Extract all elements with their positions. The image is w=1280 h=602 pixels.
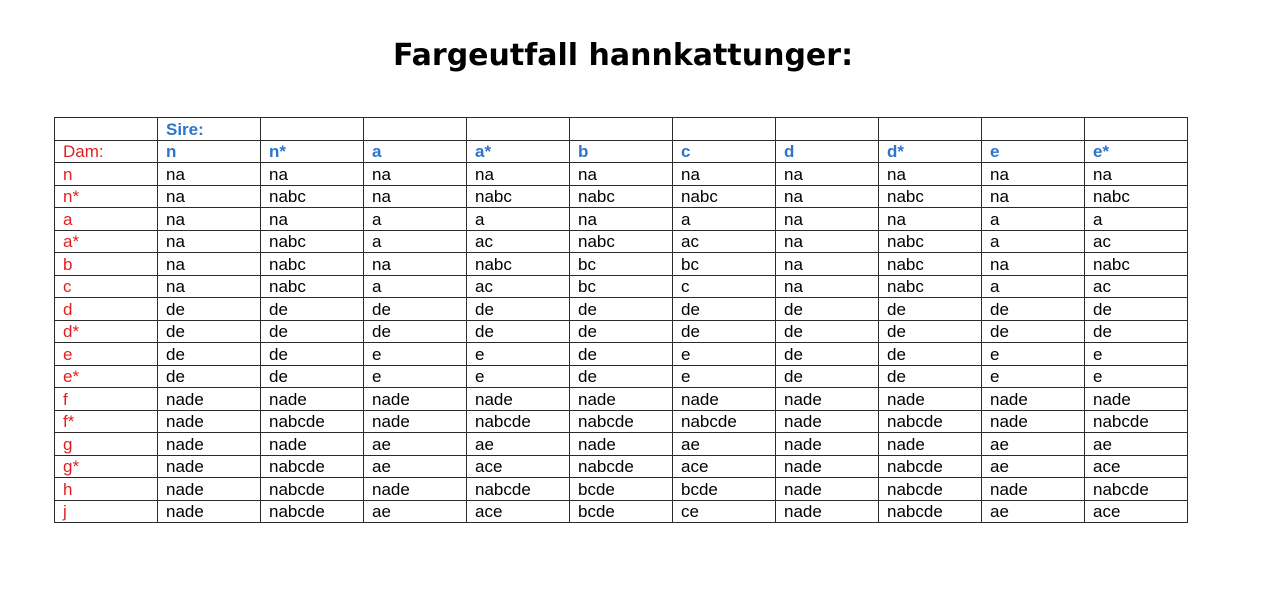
outcome-cell: nabc <box>261 185 364 208</box>
outcome-cell: ac <box>673 230 776 253</box>
outcome-cell: na <box>982 163 1085 186</box>
sire-header: b <box>570 140 673 163</box>
outcome-cell: na <box>364 163 467 186</box>
outcome-cell: a <box>982 275 1085 298</box>
outcome-cell: nabcde <box>879 478 982 501</box>
outcome-cell: nabcde <box>879 410 982 433</box>
outcome-cell: na <box>570 163 673 186</box>
table-row <box>55 253 1188 276</box>
dam-label: Dam: <box>55 140 158 163</box>
outcome-cell: nade <box>364 478 467 501</box>
outcome-cell: de <box>364 320 467 343</box>
outcome-cell: e <box>982 365 1085 388</box>
outcome-cell: bc <box>570 253 673 276</box>
outcome-cell: nade <box>776 455 879 478</box>
table-row <box>55 478 1188 501</box>
sire-header: c <box>673 140 776 163</box>
outcome-cell: de <box>1085 298 1188 321</box>
outcome-cell: e <box>673 365 776 388</box>
outcome-cell: nabcde <box>467 410 570 433</box>
outcome-cell: nabcde <box>261 455 364 478</box>
outcome-cell: na <box>158 208 261 231</box>
outcome-cell: na <box>467 163 570 186</box>
outcome-cell: e <box>467 343 570 366</box>
outcome-cell: e <box>982 343 1085 366</box>
outcome-cell: de <box>776 298 879 321</box>
outcome-cell: ace <box>467 455 570 478</box>
outcome-cell: nabc <box>261 275 364 298</box>
outcome-cell: ae <box>982 500 1085 523</box>
outcome-cell: de <box>982 298 1085 321</box>
outcome-cell: de <box>261 343 364 366</box>
outcome-cell: de <box>673 320 776 343</box>
outcome-cell: nabcde <box>570 455 673 478</box>
outcome-cell: na <box>776 208 879 231</box>
outcome-cell: nabc <box>261 253 364 276</box>
dam-cell: f <box>55 388 158 411</box>
table-row <box>55 343 1188 366</box>
outcome-cell: ac <box>467 230 570 253</box>
outcome-cell: na <box>982 253 1085 276</box>
outcome-cell: ae <box>673 433 776 456</box>
table-row <box>55 163 1188 186</box>
dam-cell: b <box>55 253 158 276</box>
outcome-cell: ace <box>1085 455 1188 478</box>
outcome-cell: de <box>570 298 673 321</box>
outcome-cell: de <box>467 298 570 321</box>
sire-header-row <box>55 140 1188 163</box>
outcome-cell: nade <box>776 388 879 411</box>
outcome-cell: de <box>982 320 1085 343</box>
outcome-cell: nade <box>158 433 261 456</box>
empty-header-cell <box>1085 118 1188 141</box>
outcome-cell: na <box>1085 163 1188 186</box>
table-row <box>55 275 1188 298</box>
outcome-cell: nade <box>261 388 364 411</box>
outcome-cell: ace <box>673 455 776 478</box>
outcome-cell: e <box>1085 343 1188 366</box>
outcome-cell: de <box>879 298 982 321</box>
outcome-cell: na <box>570 208 673 231</box>
outcome-cell: nabcde <box>879 500 982 523</box>
outcome-cell: na <box>158 185 261 208</box>
dam-cell: a <box>55 208 158 231</box>
table-row <box>55 298 1188 321</box>
outcome-cell: ae <box>364 500 467 523</box>
table-row <box>55 320 1188 343</box>
sire-header: n* <box>261 140 364 163</box>
outcome-cell: a <box>982 208 1085 231</box>
outcome-cell: nabc <box>879 253 982 276</box>
outcome-cell: nabc <box>879 185 982 208</box>
outcome-cell: nade <box>982 410 1085 433</box>
sire-label-row <box>55 118 1188 141</box>
outcome-cell: nade <box>467 388 570 411</box>
dam-cell: n <box>55 163 158 186</box>
outcome-cell: na <box>673 163 776 186</box>
dam-cell: a* <box>55 230 158 253</box>
outcome-cell: de <box>158 365 261 388</box>
outcome-cell: nabc <box>570 185 673 208</box>
table-row <box>55 500 1188 523</box>
dam-cell: j <box>55 500 158 523</box>
table-row <box>55 230 1188 253</box>
outcome-cell: nade <box>776 410 879 433</box>
outcome-cell: nade <box>879 388 982 411</box>
outcome-cell: nade <box>261 433 364 456</box>
outcome-cell: de <box>467 320 570 343</box>
sire-label: Sire: <box>158 118 261 141</box>
outcome-cell: a <box>364 208 467 231</box>
outcome-cell: na <box>158 275 261 298</box>
outcome-cell: ace <box>1085 500 1188 523</box>
empty-header-cell <box>467 118 570 141</box>
outcome-cell: ace <box>467 500 570 523</box>
outcome-cell: nabcde <box>1085 410 1188 433</box>
sire-header: a* <box>467 140 570 163</box>
dam-cell: e* <box>55 365 158 388</box>
empty-header-cell <box>776 118 879 141</box>
dam-cell: f* <box>55 410 158 433</box>
outcome-cell: na <box>776 253 879 276</box>
outcome-cell: na <box>776 275 879 298</box>
outcome-cell: na <box>879 163 982 186</box>
outcome-cell: de <box>879 320 982 343</box>
sire-header: n <box>158 140 261 163</box>
outcome-cell: nade <box>158 478 261 501</box>
outcome-cell: na <box>776 230 879 253</box>
outcome-cell: nade <box>364 388 467 411</box>
outcome-cell: de <box>570 365 673 388</box>
outcome-cell: bcde <box>570 500 673 523</box>
empty-header-cell <box>879 118 982 141</box>
outcome-cell: na <box>776 185 879 208</box>
outcome-cell: e <box>467 365 570 388</box>
dam-cell: e <box>55 343 158 366</box>
outcome-cell: nabc <box>1085 253 1188 276</box>
outcome-cell: nabc <box>673 185 776 208</box>
outcome-cell: de <box>261 365 364 388</box>
outcome-cell: e <box>364 365 467 388</box>
outcome-cell: nabc <box>879 275 982 298</box>
outcome-cell: nade <box>982 478 1085 501</box>
outcome-cell: de <box>776 320 879 343</box>
dam-cell: d <box>55 298 158 321</box>
outcome-cell: ac <box>467 275 570 298</box>
outcome-cell: de <box>776 365 879 388</box>
dam-cell: n* <box>55 185 158 208</box>
outcome-cell: nade <box>364 410 467 433</box>
empty-header-cell <box>982 118 1085 141</box>
outcome-cell: na <box>261 208 364 231</box>
outcome-cell: de <box>879 343 982 366</box>
outcome-cell: a <box>364 230 467 253</box>
dam-cell: h <box>55 478 158 501</box>
color-outcome-table <box>54 117 1188 523</box>
outcome-cell: ac <box>1085 230 1188 253</box>
outcome-cell: nade <box>776 478 879 501</box>
outcome-cell: nabcde <box>879 455 982 478</box>
outcome-cell: nade <box>158 500 261 523</box>
outcome-cell: na <box>158 253 261 276</box>
table-row <box>55 365 1188 388</box>
sire-header: e <box>982 140 1085 163</box>
outcome-cell: de <box>158 320 261 343</box>
outcome-cell: nabcde <box>1085 478 1188 501</box>
dam-cell: c <box>55 275 158 298</box>
table-row <box>55 208 1188 231</box>
outcome-cell: c <box>673 275 776 298</box>
outcome-cell: nade <box>158 410 261 433</box>
empty-header-cell <box>570 118 673 141</box>
outcome-cell: nade <box>879 433 982 456</box>
outcome-cell: bcde <box>570 478 673 501</box>
outcome-cell: nabcde <box>673 410 776 433</box>
empty-header-cell <box>364 118 467 141</box>
outcome-cell: nade <box>673 388 776 411</box>
empty-header-cell <box>673 118 776 141</box>
outcome-cell: nabc <box>570 230 673 253</box>
outcome-cell: e <box>673 343 776 366</box>
outcome-cell: bc <box>570 275 673 298</box>
outcome-cell: nabcde <box>261 478 364 501</box>
outcome-cell: de <box>261 298 364 321</box>
outcome-cell: bc <box>673 253 776 276</box>
outcome-cell: nabc <box>1085 185 1188 208</box>
table-row <box>55 410 1188 433</box>
sire-header: d <box>776 140 879 163</box>
outcome-cell: ae <box>1085 433 1188 456</box>
outcome-cell: nabcde <box>261 500 364 523</box>
outcome-cell: na <box>364 253 467 276</box>
outcome-cell: a <box>982 230 1085 253</box>
outcome-cell: nabc <box>879 230 982 253</box>
table-row <box>55 185 1188 208</box>
outcome-cell: de <box>570 320 673 343</box>
table-row <box>55 433 1188 456</box>
page-title: Fargeutfall hannkattunger: <box>392 38 854 73</box>
outcome-cell: de <box>158 343 261 366</box>
outcome-cell: nade <box>982 388 1085 411</box>
outcome-cell: na <box>879 208 982 231</box>
outcome-cell: de <box>570 343 673 366</box>
outcome-cell: e <box>364 343 467 366</box>
empty-header-cell <box>261 118 364 141</box>
outcome-cell: de <box>673 298 776 321</box>
outcome-cell: a <box>1085 208 1188 231</box>
outcome-cell: nabc <box>467 185 570 208</box>
outcome-cell: nabcde <box>570 410 673 433</box>
outcome-cell: nade <box>570 433 673 456</box>
outcome-cell: nabcde <box>261 410 364 433</box>
outcome-cell: ae <box>467 433 570 456</box>
outcome-cell: nade <box>158 455 261 478</box>
outcome-cell: nade <box>570 388 673 411</box>
outcome-cell: nade <box>776 500 879 523</box>
outcome-cell: na <box>261 163 364 186</box>
outcome-cell: a <box>364 275 467 298</box>
outcome-cell: nade <box>158 388 261 411</box>
outcome-cell: ae <box>364 433 467 456</box>
outcome-cell: de <box>261 320 364 343</box>
table-row <box>55 388 1188 411</box>
outcome-cell: na <box>776 163 879 186</box>
outcome-cell: e <box>1085 365 1188 388</box>
outcome-cell: nabcde <box>467 478 570 501</box>
outcome-cell: nade <box>1085 388 1188 411</box>
outcome-cell: de <box>1085 320 1188 343</box>
outcome-cell: ce <box>673 500 776 523</box>
outcome-cell: nabc <box>467 253 570 276</box>
outcome-cell: de <box>364 298 467 321</box>
outcome-cell: de <box>776 343 879 366</box>
outcome-cell: ae <box>982 433 1085 456</box>
corner-cell <box>55 118 158 141</box>
dam-cell: d* <box>55 320 158 343</box>
outcome-cell: na <box>158 230 261 253</box>
outcome-cell: de <box>158 298 261 321</box>
outcome-cell: de <box>879 365 982 388</box>
outcome-cell: ac <box>1085 275 1188 298</box>
outcome-cell: na <box>158 163 261 186</box>
outcome-cell: ae <box>982 455 1085 478</box>
sire-header: d* <box>879 140 982 163</box>
outcome-cell: nade <box>776 433 879 456</box>
outcome-cell: ae <box>364 455 467 478</box>
table-body <box>55 118 1188 523</box>
sire-header: a <box>364 140 467 163</box>
outcome-cell: na <box>364 185 467 208</box>
dam-cell: g* <box>55 455 158 478</box>
dam-cell: g <box>55 433 158 456</box>
sire-header: e* <box>1085 140 1188 163</box>
outcome-cell: nabc <box>261 230 364 253</box>
outcome-cell: a <box>467 208 570 231</box>
outcome-cell: na <box>982 185 1085 208</box>
table-row <box>55 455 1188 478</box>
outcome-cell: bcde <box>673 478 776 501</box>
outcome-cell: a <box>673 208 776 231</box>
